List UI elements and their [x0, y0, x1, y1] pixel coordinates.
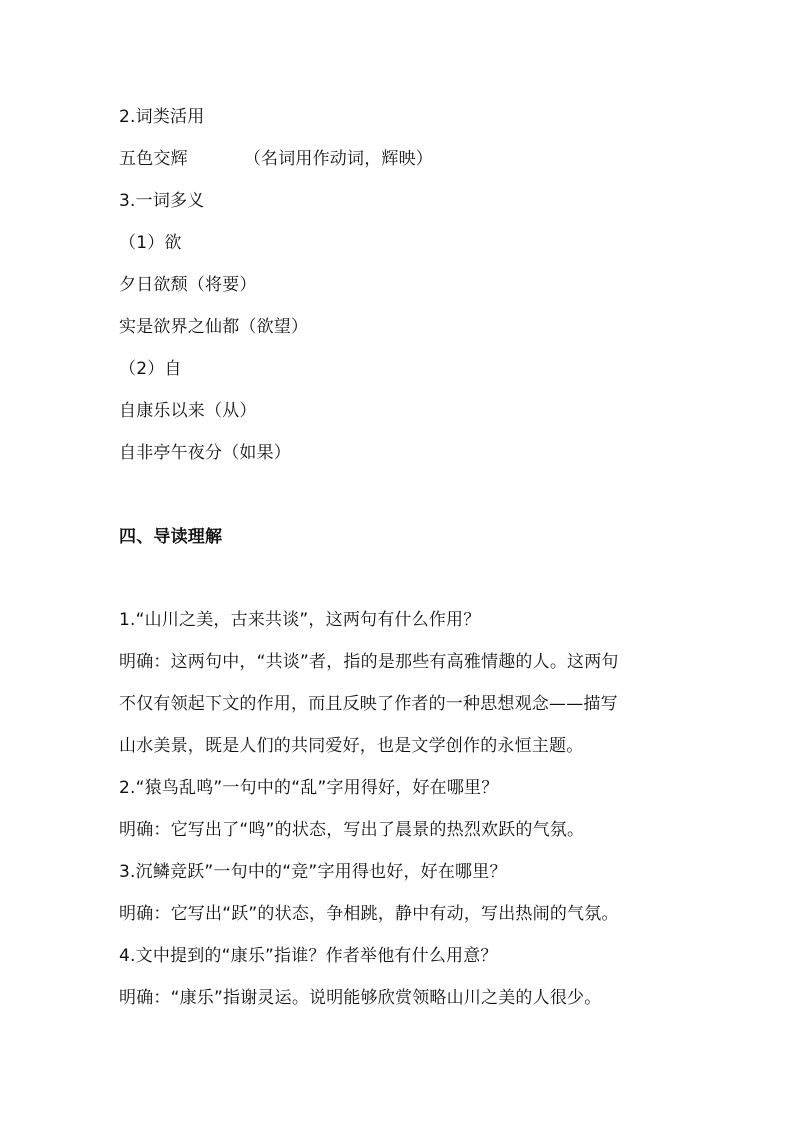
vocab-item2-entry-note: （名词用作动词，辉映）: [243, 149, 434, 169]
reading-answer-1-line-1: 明确：这两句中，“共谈”者，指的是那些有高雅情趣的人。这两句: [119, 652, 619, 672]
reading-question-3: 3.沉鳞竞跃”一句中的“竞”字用得也好，好在哪里？: [119, 862, 507, 882]
vocab-sub1-title: （1）欲: [119, 233, 182, 253]
vocab-item2-entry: [119, 148, 433, 170]
vocab-item3-title: 3.一词多义: [119, 191, 205, 211]
vocab-item2-title: 2.词类活用: [119, 107, 205, 127]
reading-answer-3: 明确：它写出“跃”的状态，争相跳，静中有动，写出热闹的气氛。: [119, 904, 619, 924]
vocab-item2-entry-word: 五色交辉: [119, 149, 188, 169]
reading-question-4: 4.文中提到的“康乐”指谁？作者举他有什么用意？: [119, 946, 498, 966]
reading-answer-1-line-2: 不仅有领起下文的作用，而且反映了作者的一种思想观念——描写: [119, 694, 618, 714]
vocab-sub1-example2: 实是欲界之仙都（欲望）: [119, 317, 309, 337]
reading-answer-1-line-3: 山水美景，既是人们的共同爱好，也是文学创作的永恒主题。: [119, 736, 584, 756]
vocab-sub1-example1: 夕日欲颓（将要）: [119, 275, 257, 295]
reading-question-1: 1.“山川之美，古来共谈”，这两句有什么作用？: [119, 610, 481, 630]
reading-question-2: 2.“猿鸟乱鸣”一句中的“乱”字用得好，好在哪里？: [119, 778, 499, 798]
reading-section-heading: 四、导读理解: [119, 527, 223, 547]
vocab-sub2-example1: 自康乐以来（从）: [119, 401, 257, 421]
vocab-sub2-example2: 自非亭午夜分（如果）: [119, 443, 291, 463]
vocab-sub2-title: （2）自: [119, 359, 182, 379]
reading-answer-4: 明确：“康乐”指谢灵运。说明能够欣赏领略山川之美的人很少。: [119, 988, 602, 1008]
reading-answer-2: 明确：它写出了“鸣”的状态，写出了晨景的热烈欢跃的气氛。: [119, 820, 585, 840]
